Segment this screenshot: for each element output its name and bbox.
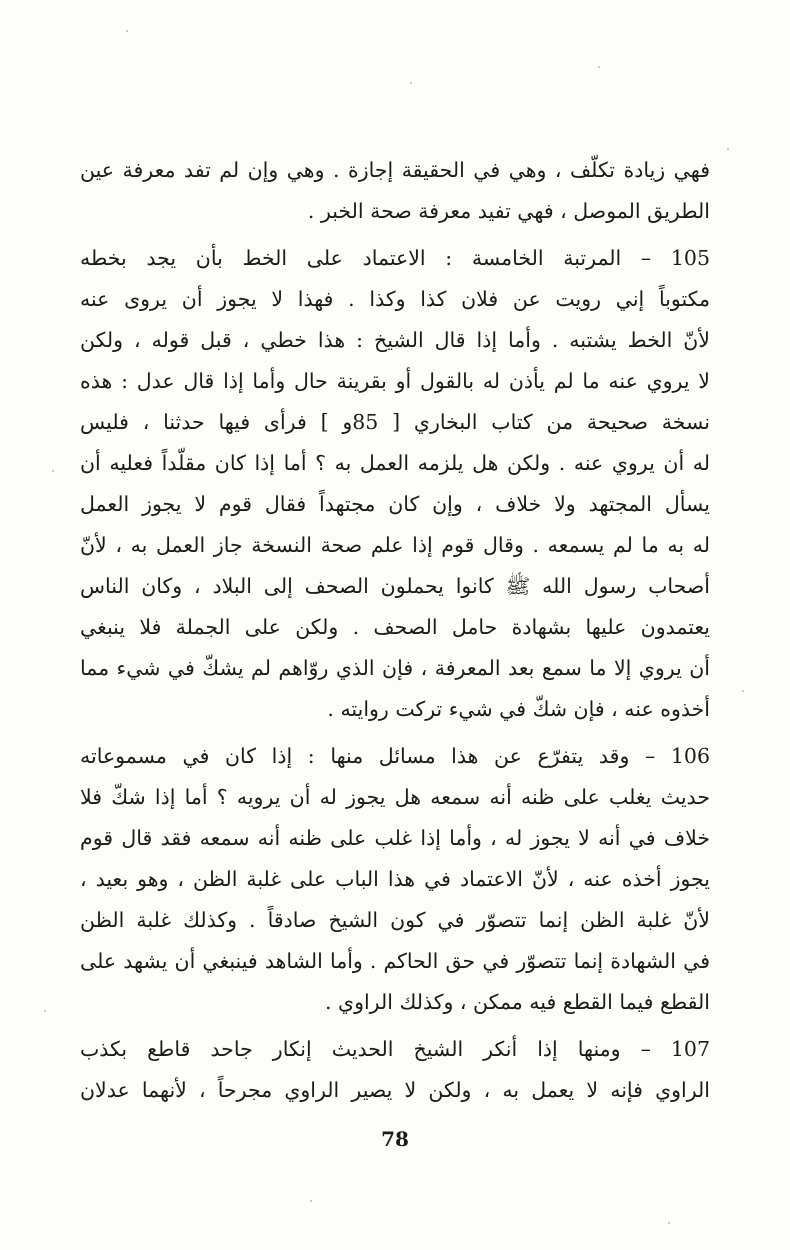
paragraph-intro-continuation bbox=[80, 150, 710, 232]
scan-speck bbox=[52, 470, 54, 472]
text-line: أخذوه عنه ، فإن شكّ في شيء تركت روايته . bbox=[327, 697, 710, 721]
text-line: فهي زيادة تكلّف ، وهي في الحقيقة إجازة . وهي وإن لم تفد معرفة عين bbox=[80, 158, 710, 182]
body-text bbox=[80, 150, 710, 1111]
scan-speck bbox=[727, 148, 729, 150]
text-line: خلاف في أنه لا يجوز له ، وأما إذا غلب على ظنه أنه سمعه فقد قال قوم bbox=[80, 826, 710, 850]
text-line: يجوز أخذه عنه ، لأنّ الاعتماد في هذا الباب على غلبة الظن ، وهو بعيد ، bbox=[80, 867, 710, 891]
text-line: الطريق الموصل ، فهي تفيد معرفة صحة الخبر . bbox=[307, 199, 710, 223]
text-line: نسخة صحيحة من كتاب البخاري [ 85و ] فرأى فيها حدثنا ، فليس bbox=[80, 410, 710, 434]
text-line: مكتوباً إني رويت عن فلان كذا وكذا . فهذا لا يجوز أن يروى عنه bbox=[80, 287, 710, 311]
paragraph-106 bbox=[80, 736, 710, 1023]
text-line: حديث يغلب على ظنه أنه سمعه هل يجوز له أن يرويه ؟ أما إذا شكّ فلا bbox=[80, 785, 710, 809]
text-line: 105 – المرتبة الخامسة : الاعتماد على الخط بأن يجد بخطه bbox=[80, 246, 710, 270]
text-line: يعتمدون عليها بشهادة حامل الصحف . ولكن على الجملة فلا ينبغي bbox=[80, 615, 710, 639]
text-line: له أن يروي عنه . ولكن هل يلزمه العمل به ؟ أما إذا كان مقلّداً فعليه أن bbox=[80, 451, 710, 475]
text-line: أصحاب رسول الله ﷺ كانوا يحملون الصحف إلى البلاد ، وكان الناس bbox=[80, 574, 710, 598]
scan-speck bbox=[668, 1222, 670, 1224]
text-line: لأنّ غلبة الظن إنما تتصوّر في كون الشيخ صادقاً . وكذلك غلبة الظن bbox=[80, 908, 710, 932]
scan-speck bbox=[742, 690, 744, 692]
text-line: أن يروي إلا ما سمع بعد المعرفة ، فإن الذي روّاهم لم يشكّ في شيء مما bbox=[80, 656, 710, 680]
text-line: لا يروي عنه ما لم يأذن له بالقول أو بقرينة حال وأما إذا قال عدل : هذه bbox=[80, 369, 710, 393]
scan-speck bbox=[410, 82, 412, 84]
paragraph-105 bbox=[80, 238, 710, 730]
paragraph-107 bbox=[80, 1029, 710, 1111]
scan-speck bbox=[310, 1200, 312, 1202]
text-line: القطع فيما القطع فيه ممكن ، وكذلك الراوي . bbox=[325, 990, 710, 1014]
page-number: 78 bbox=[381, 1127, 409, 1151]
scan-speck bbox=[44, 1010, 46, 1012]
text-line: 107 – ومنها إذا أنكر الشيخ الحديث إنكار جاحد قاطع بكذب bbox=[80, 1037, 710, 1061]
scan-speck bbox=[126, 30, 128, 32]
scan-speck bbox=[598, 66, 600, 68]
text-line: 106 – وقد يتفرّع عن هذا مسائل منها : إذا كان في مسموعاته bbox=[80, 744, 710, 768]
text-line: يسأل المجتهد ولا خلاف ، وإن كان مجتهداً فقال قوم لا يجوز العمل bbox=[80, 492, 710, 516]
text-line: له به ما لم يسمعه . وقال قوم إذا علم صحة النسخة جاز العمل به ، لأنّ bbox=[80, 533, 710, 557]
text-line: الراوي فإنه لا يعمل به ، ولكن لا يصير الراوي مجرحاً ، لأنهما عدلان bbox=[80, 1078, 710, 1102]
text-line: في الشهادة إنما تتصوّر في حق الحاكم . وأما الشاهد فينبغي أن يشهد على bbox=[80, 949, 710, 973]
text-line: لأنّ الخط يشتبه . وأما إذا قال الشيخ : هذا خطي ، قبل قوله ، ولكن bbox=[80, 328, 710, 352]
